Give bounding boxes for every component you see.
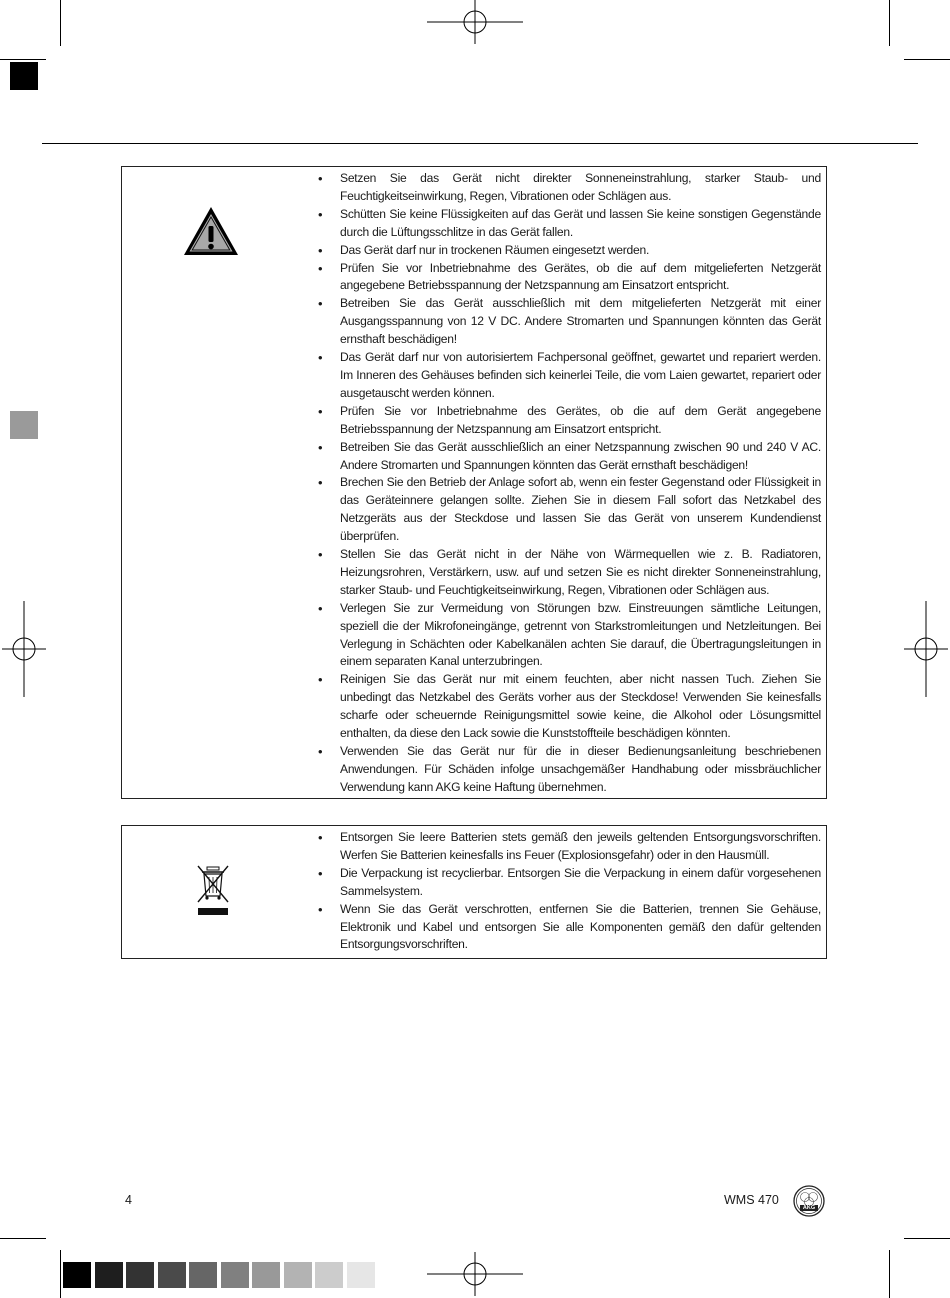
registration-mark-bottom — [427, 1252, 523, 1296]
list-item: • Wenn Sie das Gerät verschrotten, entfernen Sie die Batterien, trennen Sie Gehäuse, Elektronik und Kabel und entsorgen Sie alle Komponenten gemäß den dafür geltenden Entsorgungsvorschriften. — [318, 901, 821, 955]
calibration-swatch — [158, 1262, 186, 1288]
calibration-swatch — [95, 1262, 123, 1288]
crop-mark — [60, 0, 61, 46]
safety-instructions-box — [121, 166, 827, 799]
list-item: • Verlegen Sie zur Vermeidung von Störungen bzw. Einstreuungen sämtliche Leitungen, speziell die der Mikrofoneingänge, getrennt von Starkstromleitungen und Netzleitungen. Bei Verlegung in Schächten oder Kabelkanälen achten Sie darauf, die Übertragungsleitungen in einem separaten Kanal unterzubringen. — [318, 600, 821, 672]
list-item: • Prüfen Sie vor Inbetriebnahme des Gerätes, ob die auf dem Gerät angegebene Betriebsspannung der Netzspannung am Einsatzort entspricht. — [318, 403, 821, 439]
crop-mark — [60, 1250, 61, 1298]
list-item: • Entsorgen Sie leere Batterien stets gemäß den jeweils geltenden Entsorgungsvorschriften. Werfen Sie Batterien keinesfalls ins Feuer (Explosionsgefahr) oder in den Hausmüll. — [318, 829, 821, 865]
calibration-swatch — [315, 1262, 343, 1288]
list-item: • Das Gerät darf nur von autorisiertem Fachpersonal geöffnet, gewartet und repariert werden. Im Inneren des Gehäuses befinden sich keinerlei Teile, die vom Laien gewartet, repariert oder ausgetauscht werden können. — [318, 349, 821, 403]
list-item: • Betreiben Sie das Gerät ausschließlich an einer Netzspannung zwischen 90 und 240 V AC. Andere Stromarten und Spannungen könnten das Gerät ernsthaft beschädigen! — [318, 439, 821, 475]
crop-mark — [0, 1238, 46, 1239]
akg-logo-text: AKG — [802, 1205, 816, 1211]
list-item: • Verwenden Sie das Gerät nur für die in dieser Bedienungsanleitung beschriebenen Anwendungen. Für Schäden infolge unsachgemäßer Handhabung oder missbräuchlicher Verwendung kann AKG keine Haftung übernehmen. — [318, 743, 821, 797]
list-item: • Brechen Sie den Betrieb der Anlage sofort ab, wenn ein fester Gegenstand oder Flüssigkeit in das Geräteinnere gelangen sollte. Ziehen Sie in diesem Fall sofort das Netzkabel des Netzgeräts aus der Steckdose und lassen Sie das Gerät von unserem Kundendienst überprüfen. — [318, 474, 821, 546]
calibration-swatch — [252, 1262, 280, 1288]
registration-mark-right — [904, 601, 948, 697]
calibration-swatch — [189, 1262, 217, 1288]
crop-mark — [904, 1238, 950, 1239]
list-item: • Die Verpackung ist recyclierbar. Entsorgen Sie die Verpackung in einem dafür vorgesehenen Sammelsystem. — [318, 865, 821, 901]
page-number: 4 — [125, 1193, 132, 1207]
safety-list — [318, 170, 821, 797]
akg-logo — [793, 1185, 825, 1217]
side-marker-mid — [10, 411, 38, 439]
list-item: • Das Gerät darf nur in trockenen Räumen eingesetzt werden. — [318, 242, 821, 260]
warning-triangle-icon — [182, 205, 240, 257]
list-item: • Prüfen Sie vor Inbetriebnahme des Gerätes, ob die auf dem mitgelieferten Netzgerät angegebene Betriebsspannung der Netzspannung am Einsatzort entspricht. — [318, 260, 821, 296]
calibration-swatch — [347, 1262, 375, 1288]
calibration-swatch — [63, 1262, 91, 1288]
crop-mark — [889, 1250, 890, 1298]
list-item: • Setzen Sie das Gerät nicht direkter Sonneneinstrahlung, starker Staub- und Feuchtigkeitseinwirkung, Regen, Vibrationen oder Schlägen aus. — [318, 170, 821, 206]
registration-mark-top — [427, 0, 523, 44]
crop-mark — [0, 59, 46, 60]
header-rule — [42, 143, 918, 144]
list-item: • Stellen Sie das Gerät nicht in der Nähe von Wärmequellen wie z. B. Radiatoren, Heizungsrohren, Verstärkern, usw. auf und setzen Sie es nicht direkter Sonneneinstrahlung, starker Staub- und Feuchtigkeitseinwirkung, Regen, Vibrationen oder Schlägen aus. — [318, 546, 821, 600]
list-item: • Reinigen Sie das Gerät nur mit einem feuchten, aber nicht nassen Tuch. Ziehen Sie unbedingt das Netzkabel des Geräts vorher aus der Steckdose! Verwenden Sie keinesfalls scharfe oder scheuernde Reinigungsmittel sowie keine, die Alkohol oder Lösungsmittel enthalten, da diese den Lack sowie die Kunststoffteile beschädigen könnten. — [318, 671, 821, 743]
crossed-out-bin-icon — [195, 864, 231, 918]
list-item: • Schütten Sie keine Flüssigkeiten auf das Gerät und lassen Sie keine sonstigen Gegenstände durch die Lüftungsschlitze in das Gerät fallen. — [318, 206, 821, 242]
calibration-swatch — [126, 1262, 154, 1288]
crop-mark — [904, 59, 950, 60]
disposal-instructions-box — [121, 825, 827, 959]
calibration-swatch — [284, 1262, 312, 1288]
calibration-swatch — [221, 1262, 249, 1288]
registration-mark-left — [2, 601, 46, 697]
side-marker-top — [10, 62, 38, 90]
crop-mark — [889, 0, 890, 46]
disposal-list — [318, 829, 821, 954]
product-name: WMS 470 — [724, 1193, 779, 1207]
list-item: • Betreiben Sie das Gerät ausschließlich mit dem mitgelieferten Netzgerät mit einer Ausgangsspannung von 12 V DC. Andere Stromarten und Spannungen könnten das Gerät ernsthaft beschädigen! — [318, 295, 821, 349]
